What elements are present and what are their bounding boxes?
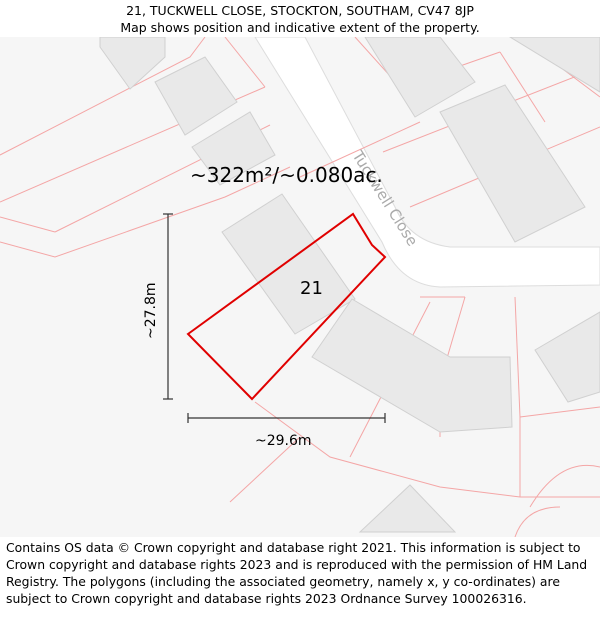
building: [100, 37, 165, 89]
area-label: ~322m²/~0.080ac.: [190, 163, 383, 187]
height-label: ~27.8m: [143, 282, 159, 339]
map-subtitle: Map shows position and indicative extent of the property.: [120, 20, 480, 35]
building: [535, 312, 600, 402]
building: [222, 194, 355, 334]
building: [312, 299, 512, 432]
building: [510, 37, 600, 92]
building: [440, 85, 585, 242]
copyright-notice: Contains OS data © Crown copyright and database right 2021. This information is subject to Crown copyright and database rights 2023 and is reproduced with the permission of HM Land Registry. The polygons (including the associated geometry, namely x, y co-ordinates) are subject to Crown copyright and database rights 2023 Ordnance Survey 100026316.: [6, 540, 588, 606]
property-address-title: 21, TUCKWELL CLOSE, STOCKTON, SOUTHAM, CV47 8JP: [126, 3, 474, 18]
width-label: ~29.6m: [255, 433, 312, 449]
street-label: Tuckwell Close: [348, 147, 422, 250]
page-header: [0, 0, 600, 36]
building: [360, 485, 455, 532]
plot-number-label: 21: [300, 278, 323, 299]
property-map[interactable]: [0, 37, 600, 537]
map-canvas: [0, 37, 600, 537]
